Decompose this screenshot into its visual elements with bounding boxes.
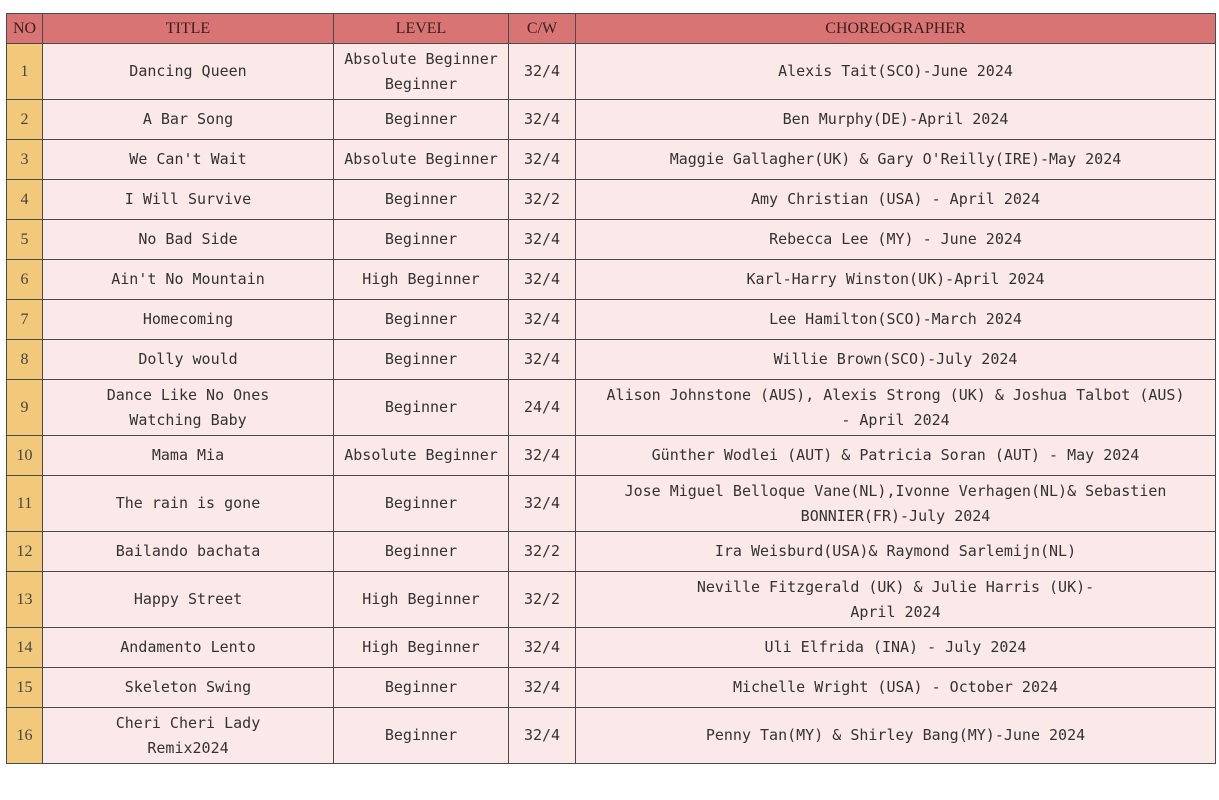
table-row bbox=[7, 220, 1216, 260]
cell-count-wall: 32/2 bbox=[509, 532, 576, 572]
cell-title bbox=[43, 708, 334, 764]
cell-title bbox=[43, 260, 334, 300]
cell-level bbox=[334, 572, 509, 628]
table-row bbox=[7, 476, 1216, 532]
cell-choreographer bbox=[576, 668, 1216, 708]
cell-no: 7 bbox=[7, 300, 43, 340]
cell-count-wall: 32/4 bbox=[509, 260, 576, 300]
cell-level-line: Beginner bbox=[384, 542, 458, 560]
cell-count-wall: 32/4 bbox=[509, 220, 576, 260]
cell-choreographer-line: Ben Murphy(DE)-April 2024 bbox=[782, 110, 1009, 128]
cell-level-line: Beginner bbox=[384, 398, 458, 416]
header-choreographer: CHOREOGRAPHER bbox=[576, 14, 1216, 44]
cell-choreographer bbox=[576, 476, 1216, 532]
cell-title bbox=[43, 220, 334, 260]
cell-choreographer bbox=[576, 140, 1216, 180]
cell-title bbox=[43, 180, 334, 220]
cell-title-line: Dance Like No Ones bbox=[106, 385, 270, 404]
cell-no: 9 bbox=[7, 380, 43, 436]
cell-level bbox=[334, 436, 509, 476]
cell-title-line: Ain't No Mountain bbox=[111, 270, 265, 288]
cell-no: 16 bbox=[7, 708, 43, 764]
cell-no: 6 bbox=[7, 260, 43, 300]
cell-no: 12 bbox=[7, 532, 43, 572]
header-title: TITLE bbox=[43, 14, 334, 44]
cell-choreographer bbox=[576, 220, 1216, 260]
cell-title bbox=[43, 340, 334, 380]
table-row bbox=[7, 140, 1216, 180]
cell-choreographer-line: Amy Christian (USA) - April 2024 bbox=[751, 190, 1040, 208]
cell-title bbox=[43, 300, 334, 340]
table-row bbox=[7, 260, 1216, 300]
cell-choreographer-line: - April 2024 bbox=[841, 410, 950, 429]
cell-choreographer bbox=[576, 260, 1216, 300]
cell-choreographer bbox=[576, 340, 1216, 380]
cell-choreographer-line: Alison Johnstone (AUS), Alexis Strong (UK) & Joshua Talbot (AUS) bbox=[606, 385, 1185, 404]
cell-choreographer bbox=[576, 300, 1216, 340]
cell-title-line: Skeleton Swing bbox=[124, 678, 252, 696]
cell-choreographer-line: Rebecca Lee (MY) - June 2024 bbox=[769, 230, 1022, 248]
cell-level-line: Beginner bbox=[384, 310, 458, 328]
cell-title-line: A Bar Song bbox=[142, 110, 234, 128]
cell-level bbox=[334, 668, 509, 708]
cell-no: 4 bbox=[7, 180, 43, 220]
cell-title bbox=[43, 140, 334, 180]
cell-choreographer-line: Lee Hamilton(SCO)-March 2024 bbox=[769, 310, 1022, 328]
table-body bbox=[7, 44, 1216, 764]
cell-no: 10 bbox=[7, 436, 43, 476]
cell-title-line: I Will Survive bbox=[124, 190, 252, 208]
cell-title bbox=[43, 476, 334, 532]
table-row bbox=[7, 572, 1216, 628]
table-row bbox=[7, 380, 1216, 436]
cell-choreographer-line: Jose Miguel Belloque Vane(NL),Ivonne Verhagen(NL)& Sebastien bbox=[624, 481, 1167, 500]
cell-count-wall: 32/4 bbox=[509, 436, 576, 476]
cell-level bbox=[334, 140, 509, 180]
cell-title bbox=[43, 628, 334, 668]
cell-level-line: Beginner bbox=[384, 350, 458, 368]
cell-choreographer-line: April 2024 bbox=[850, 602, 941, 621]
cell-choreographer bbox=[576, 708, 1216, 764]
cell-choreographer bbox=[576, 532, 1216, 572]
cell-choreographer-line: Uli Elfrida (INA) - July 2024 bbox=[764, 638, 1027, 656]
cell-level bbox=[334, 44, 509, 100]
cell-level bbox=[334, 380, 509, 436]
cell-choreographer bbox=[576, 180, 1216, 220]
cell-level-line: Beginner bbox=[384, 678, 458, 696]
cell-title-line: Watching Baby bbox=[129, 410, 247, 429]
cell-choreographer bbox=[576, 380, 1216, 436]
cell-title bbox=[43, 572, 334, 628]
cell-title bbox=[43, 436, 334, 476]
cell-count-wall: 32/4 bbox=[509, 668, 576, 708]
cell-count-wall: 32/4 bbox=[509, 140, 576, 180]
cell-count-wall: 32/4 bbox=[509, 628, 576, 668]
cell-no: 11 bbox=[7, 476, 43, 532]
cell-title-line: Andamento Lento bbox=[120, 638, 256, 656]
cell-count-wall: 24/4 bbox=[509, 380, 576, 436]
cell-level bbox=[334, 100, 509, 140]
cell-title-line: Homecoming bbox=[142, 310, 234, 328]
cell-choreographer-line: BONNIER(FR)-July 2024 bbox=[800, 506, 991, 525]
cell-choreographer-line: Penny Tan(MY) & Shirley Bang(MY)-June 2024 bbox=[705, 726, 1086, 744]
cell-title-line: Cheri Cheri Lady bbox=[115, 713, 261, 732]
cell-choreographer-line: Günther Wodlei (AUT) & Patricia Soran (AUT) - May 2024 bbox=[651, 446, 1140, 464]
cell-title-line: The rain is gone bbox=[115, 494, 261, 512]
cell-title bbox=[43, 668, 334, 708]
cell-choreographer bbox=[576, 44, 1216, 100]
dance-list-table bbox=[6, 13, 1216, 764]
cell-no: 14 bbox=[7, 628, 43, 668]
cell-choreographer-line: Alexis Tait(SCO)-June 2024 bbox=[778, 62, 1013, 80]
cell-level bbox=[334, 708, 509, 764]
table-row bbox=[7, 628, 1216, 668]
cell-title-line: Remix2024 bbox=[147, 738, 229, 757]
cell-level bbox=[334, 340, 509, 380]
cell-no: 3 bbox=[7, 140, 43, 180]
cell-title bbox=[43, 100, 334, 140]
header-level: LEVEL bbox=[334, 14, 509, 44]
cell-title-line: No Bad Side bbox=[138, 230, 238, 248]
cell-level-line: Beginner bbox=[384, 494, 458, 512]
cell-count-wall: 32/4 bbox=[509, 100, 576, 140]
cell-title-line: Mama Mia bbox=[151, 446, 225, 464]
table-row bbox=[7, 436, 1216, 476]
cell-title-line: Happy Street bbox=[133, 590, 243, 608]
cell-count-wall: 32/4 bbox=[509, 44, 576, 100]
cell-count-wall: 32/4 bbox=[509, 340, 576, 380]
cell-level bbox=[334, 300, 509, 340]
cell-count-wall: 32/4 bbox=[509, 300, 576, 340]
cell-level bbox=[334, 180, 509, 220]
cell-level-line: Beginner bbox=[384, 230, 458, 248]
cell-level-line: Beginner bbox=[384, 190, 458, 208]
cell-level bbox=[334, 532, 509, 572]
cell-choreographer bbox=[576, 572, 1216, 628]
cell-level-line: High Beginner bbox=[362, 638, 480, 656]
cell-level bbox=[334, 220, 509, 260]
table-row bbox=[7, 532, 1216, 572]
table-row bbox=[7, 100, 1216, 140]
table-row bbox=[7, 44, 1216, 100]
cell-no: 15 bbox=[7, 668, 43, 708]
cell-level-line: High Beginner bbox=[362, 270, 480, 288]
cell-title bbox=[43, 380, 334, 436]
cell-count-wall: 32/4 bbox=[509, 708, 576, 764]
cell-choreographer-line: Karl-Harry Winston(UK)-April 2024 bbox=[746, 270, 1045, 288]
cell-no: 1 bbox=[7, 44, 43, 100]
cell-count-wall: 32/2 bbox=[509, 572, 576, 628]
cell-no: 5 bbox=[7, 220, 43, 260]
header-row bbox=[7, 14, 1216, 44]
cell-choreographer-line: Ira Weisburd(USA)& Raymond Sarlemijn(NL) bbox=[714, 542, 1077, 560]
cell-level-line: High Beginner bbox=[362, 590, 480, 608]
cell-title-line: Dancing Queen bbox=[129, 62, 247, 80]
dance-list-table-container bbox=[6, 13, 1216, 764]
cell-level bbox=[334, 476, 509, 532]
cell-choreographer-line: Maggie Gallagher(UK) & Gary O'Reilly(IRE)-May 2024 bbox=[669, 150, 1122, 168]
cell-title-line: We Can't Wait bbox=[129, 150, 247, 168]
cell-level-line: Beginner bbox=[384, 110, 458, 128]
header-no: NO bbox=[7, 14, 43, 44]
cell-no: 13 bbox=[7, 572, 43, 628]
cell-choreographer bbox=[576, 100, 1216, 140]
table-row bbox=[7, 668, 1216, 708]
cell-choreographer-line: Neville Fitzgerald (UK) & Julie Harris (UK)- bbox=[696, 577, 1095, 596]
cell-level-line: Absolute Beginner bbox=[344, 446, 498, 464]
cell-level-line: Absolute Beginner bbox=[344, 49, 498, 68]
cell-title bbox=[43, 532, 334, 572]
cell-title-line: Bailando bachata bbox=[115, 542, 261, 560]
table-row bbox=[7, 340, 1216, 380]
cell-choreographer-line: Michelle Wright (USA) - October 2024 bbox=[732, 678, 1059, 696]
table-row bbox=[7, 300, 1216, 340]
cell-title-line: Dolly would bbox=[138, 350, 238, 368]
cell-choreographer bbox=[576, 436, 1216, 476]
cell-no: 8 bbox=[7, 340, 43, 380]
cell-level-line: Absolute Beginner bbox=[344, 150, 498, 168]
cell-level-line: Beginner bbox=[384, 74, 458, 93]
cell-choreographer-line: Willie Brown(SCO)-July 2024 bbox=[773, 350, 1018, 368]
cell-level bbox=[334, 628, 509, 668]
cell-level-line: Beginner bbox=[384, 726, 458, 744]
cell-title bbox=[43, 44, 334, 100]
cell-count-wall: 32/2 bbox=[509, 180, 576, 220]
table-row bbox=[7, 708, 1216, 764]
table-row bbox=[7, 180, 1216, 220]
cell-no: 2 bbox=[7, 100, 43, 140]
header-count-wall: C/W bbox=[509, 14, 576, 44]
cell-choreographer bbox=[576, 628, 1216, 668]
cell-count-wall: 32/4 bbox=[509, 476, 576, 532]
cell-level bbox=[334, 260, 509, 300]
